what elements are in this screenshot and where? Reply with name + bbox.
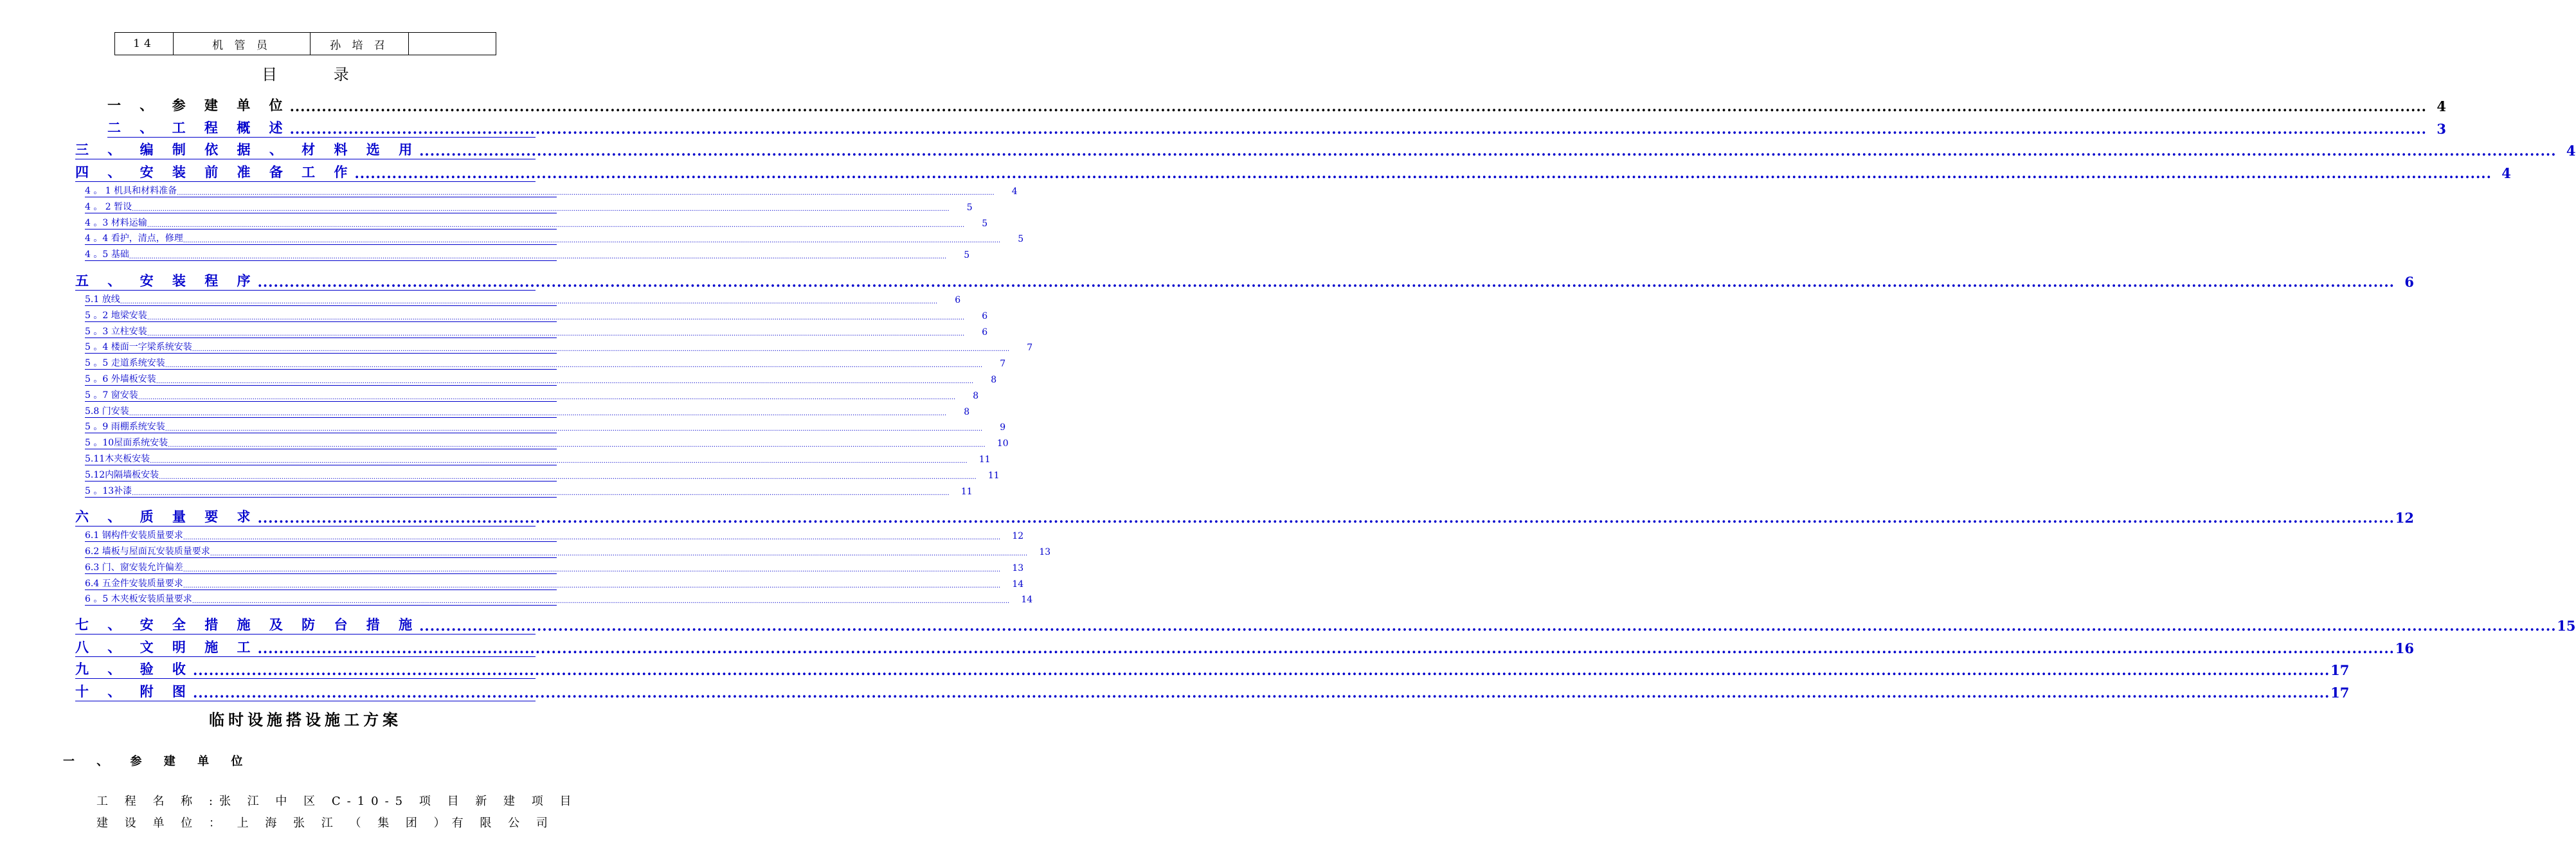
toc-leader-dots: ................................................................................................................................................................................................................................................................................................................................................................................................................ — [257, 510, 2395, 526]
toc-leader-dots: ................................................................................................................................................................................................................................................................................................................................................................................................................ — [120, 298, 938, 305]
toc-entry-label: 5.12内隔墙板安装 — [85, 470, 159, 480]
toc-leader-dots: ................................................................................................................................................................................................................................................................................................................................................................................................................ — [183, 237, 1001, 244]
toc-leader-dots: ................................................................................................................................................................................................................................................................................................................................................................................................................ — [159, 474, 977, 481]
toc-leader-dots: ................................................................................................................................................................................................................................................................................................................................................................................................................ — [132, 490, 950, 497]
table-cell-number: 14 — [115, 33, 174, 55]
toc-leader-dots: ................................................................................................................................................................................................................................................................................................................................................................................................................ — [147, 330, 965, 338]
toc-entry[interactable] — [75, 162, 2511, 182]
toc-leader-dots: ................................................................................................................................................................................................................................................................................................................................................................................................................ — [289, 121, 2427, 137]
toc-entry-label: 4 。 2 暂设 — [85, 202, 132, 212]
toc-entry[interactable] — [85, 452, 991, 465]
toc-entry-label: 5.11木夹板安装 — [85, 454, 150, 464]
toc-entry[interactable] — [85, 436, 1009, 449]
toc-entry-label: 6.3 门、窗安装允许偏差 — [85, 562, 183, 573]
toc-entry[interactable] — [85, 577, 1024, 590]
toc-entry-page: 17 — [2330, 662, 2350, 678]
toc-entry-page: 6 — [955, 295, 961, 305]
document-title: 临时设施搭设施工方案 — [209, 710, 402, 729]
toc-entry[interactable] — [85, 388, 979, 402]
toc-entry[interactable] — [85, 420, 1006, 433]
toc-entry-label: 九 、 验 收 — [75, 661, 193, 677]
toc-leader-dots: ................................................................................................................................................................................................................................................................................................................................................................................................................ — [419, 618, 2557, 634]
toc-entry-label: 二 、 工 程 概 述 — [107, 120, 290, 136]
toc-entry-label: 6.1 钢构件安装质量要求 — [85, 530, 183, 541]
toc-leader-dots: ................................................................................................................................................................................................................................................................................................................................................................................................................ — [354, 165, 2492, 181]
toc-entry[interactable] — [85, 468, 1000, 482]
toc-entry-page: 5 — [964, 250, 970, 260]
toc-leader-dots: ................................................................................................................................................................................................................................................................................................................................................................................................................ — [419, 143, 2557, 159]
toc-entry-page: 11 — [978, 455, 991, 465]
toc-entry-label: 四 、 安 装 前 准 备 工 作 — [75, 164, 355, 180]
toc-entry-label: 一 、 参 建 单 位 — [107, 97, 290, 113]
toc-entry-page: 7 — [1000, 359, 1006, 369]
toc-entry[interactable] — [85, 544, 1051, 558]
toc-entry-page: 12 — [1012, 531, 1024, 541]
toc-entry-page: 4 — [2501, 165, 2511, 181]
toc-entry-page: 6 — [982, 327, 988, 338]
toc-entry-label: 八 、 文 明 施 工 — [75, 639, 258, 655]
toc-leader-dots: ................................................................................................................................................................................................................................................................................................................................................................................................................ — [192, 685, 2330, 701]
toc-leader-dots: ................................................................................................................................................................................................................................................................................................................................................................................................................ — [129, 253, 947, 260]
toc-entry-page: 11 — [960, 487, 973, 497]
toc-entry[interactable] — [85, 325, 988, 338]
toc-entry-label: 5 。2 地梁安装 — [85, 310, 147, 321]
toc-entry-page: 5 — [966, 203, 973, 213]
toc-leader-dots: ................................................................................................................................................................................................................................................................................................................................................................................................................ — [289, 98, 2427, 114]
toc-entry[interactable] — [75, 659, 2350, 679]
toc-entry-page: 3 — [2436, 121, 2446, 137]
toc-entry-label: 4 。4 看护，清点，修理 — [85, 233, 183, 244]
toc-entry-label: 5 。10屋面系统安装 — [85, 438, 168, 448]
toc-leader-dots: ................................................................................................................................................................................................................................................................................................................................................................................................................ — [183, 566, 1001, 573]
toc-entry-page: 11 — [987, 471, 1000, 481]
toc-leader-dots: ................................................................................................................................................................................................................................................................................................................................................................................................................ — [147, 222, 965, 229]
toc-leader-dots: ................................................................................................................................................................................................................................................................................................................................................................................................................ — [192, 598, 1010, 605]
toc-leader-dots: ................................................................................................................................................................................................................................................................................................................................................................................................................ — [138, 394, 956, 401]
toc-leader-dots: ................................................................................................................................................................................................................................................................................................................................................................................................................ — [192, 346, 1010, 353]
toc-entry-page: 15 — [2557, 618, 2576, 634]
toc-entry-page: 10 — [996, 438, 1009, 449]
toc-entry-page: 12 — [2395, 510, 2414, 526]
toc-entry-page: 8 — [973, 391, 979, 401]
toc-leader-dots: ................................................................................................................................................................................................................................................................................................................................................................................................................ — [129, 410, 947, 417]
toc-leader-dots: ................................................................................................................................................................................................................................................................................................................................................................................................................ — [257, 640, 2395, 656]
toc-entry-page: 4 — [1011, 186, 1018, 197]
toc-title: 目 录 — [262, 66, 375, 84]
toc-entry[interactable] — [75, 507, 2414, 526]
toc-entry-page: 13 — [1012, 563, 1024, 573]
toc-entry-page: 14 — [1021, 595, 1033, 605]
toc-entry-label: 三 、 编 制 依 据 、 材 料 选 用 — [75, 141, 420, 158]
toc-entry-page: 5 — [1018, 234, 1024, 244]
toc-leader-dots: ................................................................................................................................................................................................................................................................................................................................................................................................................ — [147, 314, 965, 321]
toc-entry[interactable] — [85, 340, 1033, 354]
toc-entry-page: 6 — [2404, 274, 2414, 290]
toc-entry-page: 14 — [1012, 579, 1024, 590]
toc-entry[interactable] — [107, 118, 2446, 138]
toc-entry-label: 4 。3 材料运输 — [85, 218, 147, 228]
toc-entry-label: 6.2 墙板与屋面瓦安装质量要求 — [85, 546, 210, 557]
toc-leader-dots: ................................................................................................................................................................................................................................................................................................................................................................................................................ — [257, 274, 2395, 290]
info-line-owner: 建 设 单 位 ： 上 海 张 江 （ 集 团 ）有 限 公 司 — [96, 816, 554, 830]
toc-entry-label: 十 、 附 图 — [75, 683, 193, 699]
toc-entry[interactable] — [85, 231, 1024, 245]
toc-entry-page: 6 — [982, 311, 988, 321]
toc-entry[interactable] — [75, 637, 2414, 657]
toc-entry[interactable] — [85, 404, 970, 418]
toc-entry[interactable] — [85, 216, 988, 230]
toc-entry-label: 5 。9 雨棚系统安装 — [85, 422, 165, 432]
table-cell-role: 机 管 员 — [174, 33, 311, 55]
toc-entry-label: 6 。5 木夹板安装质量要求 — [85, 594, 192, 604]
section-heading: 一 、 参 建 单 位 — [63, 755, 252, 768]
toc-leader-dots: ................................................................................................................................................................................................................................................................................................................................................................................................................ — [165, 362, 983, 369]
toc-entry-page: 17 — [2330, 685, 2350, 701]
toc-entry-label: 六 、 质 量 要 求 — [75, 509, 258, 525]
toc-entry[interactable] — [75, 271, 2414, 291]
toc-leader-dots: ................................................................................................................................................................................................................................................................................................................................................................................................................ — [192, 662, 2330, 678]
toc-entry[interactable] — [75, 140, 2576, 159]
toc-entry-label: 4 。 1 机具和材料准备 — [85, 186, 177, 196]
toc-leader-dots: ................................................................................................................................................................................................................................................................................................................................................................................................................ — [177, 190, 995, 197]
toc-entry-page: 8 — [991, 375, 997, 385]
toc-entry-label: 五 、 安 装 程 序 — [75, 273, 258, 289]
toc-leader-dots: ................................................................................................................................................................................................................................................................................................................................................................................................................ — [165, 426, 983, 433]
toc-entry[interactable] — [85, 292, 961, 306]
toc-entry[interactable] — [85, 248, 970, 261]
toc-entry[interactable] — [85, 561, 1024, 574]
table-cell-name: 孙 培 召 — [311, 33, 409, 55]
toc-entry[interactable] — [85, 200, 973, 213]
toc-entry-page: 7 — [1027, 343, 1033, 353]
toc-leader-dots: ................................................................................................................................................................................................................................................................................................................................................................................................................ — [132, 206, 950, 213]
toc-entry-label: 5.8 门安装 — [85, 406, 129, 417]
toc-entry[interactable] — [75, 615, 2576, 634]
toc-entry-page: 5 — [982, 219, 988, 229]
toc-entry-label: 5 。7 窗安装 — [85, 390, 138, 401]
toc-entry-label: 5 。5 走道系统安装 — [85, 358, 165, 368]
toc-entry[interactable] — [85, 372, 997, 386]
toc-entry-page: 16 — [2395, 640, 2414, 656]
toc-leader-dots: ................................................................................................................................................................................................................................................................................................................................................................................................................ — [156, 378, 974, 385]
toc-entry-label: 七 、 安 全 措 施 及 防 台 措 施 — [75, 616, 420, 633]
toc-entry-label: 5.1 放线 — [85, 294, 120, 305]
toc-entry-label: 4 。5 基础 — [85, 249, 129, 260]
toc-entry[interactable] — [85, 528, 1024, 542]
toc-leader-dots: ................................................................................................................................................................................................................................................................................................................................................................................................................ — [210, 550, 1028, 557]
toc-entry-label: 5 。6 外墙板安装 — [85, 374, 156, 384]
toc-entry-page: 13 — [1039, 547, 1051, 557]
toc-entry-page: 9 — [1000, 422, 1006, 433]
toc-entry-label: 5 。4 楼面一字梁系统安装 — [85, 342, 192, 352]
toc-entry-label: 5 。3 立柱安装 — [85, 327, 147, 337]
toc-leader-dots: ................................................................................................................................................................................................................................................................................................................................................................................................................ — [183, 534, 1001, 541]
toc-entry-page: 8 — [964, 407, 970, 417]
toc-leader-dots: ................................................................................................................................................................................................................................................................................................................................................................................................................ — [183, 582, 1001, 590]
toc-entry[interactable] — [107, 95, 2446, 114]
toc-entry[interactable] — [85, 356, 1006, 370]
toc-leader-dots: ................................................................................................................................................................................................................................................................................................................................................................................................................ — [150, 458, 968, 465]
toc-leader-dots: ................................................................................................................................................................................................................................................................................................................................................................................................................ — [168, 442, 986, 449]
toc-entry-page: 4 — [2436, 98, 2446, 114]
toc-entry[interactable] — [75, 681, 2350, 701]
toc-entry[interactable] — [85, 184, 1018, 197]
toc-entry-page: 4 — [2566, 143, 2576, 159]
toc-entry-label: 5 。13补漆 — [85, 486, 132, 496]
toc-entry[interactable] — [85, 592, 1033, 606]
toc-entry[interactable] — [85, 309, 988, 322]
toc-entry-label: 6.4 五金件安装质量要求 — [85, 579, 183, 589]
info-line-project-name: 工 程 名 称 :张 江 中 区 C-10-5 项 目 新 建 项 目 — [96, 795, 578, 808]
toc-entry[interactable] — [85, 484, 973, 498]
